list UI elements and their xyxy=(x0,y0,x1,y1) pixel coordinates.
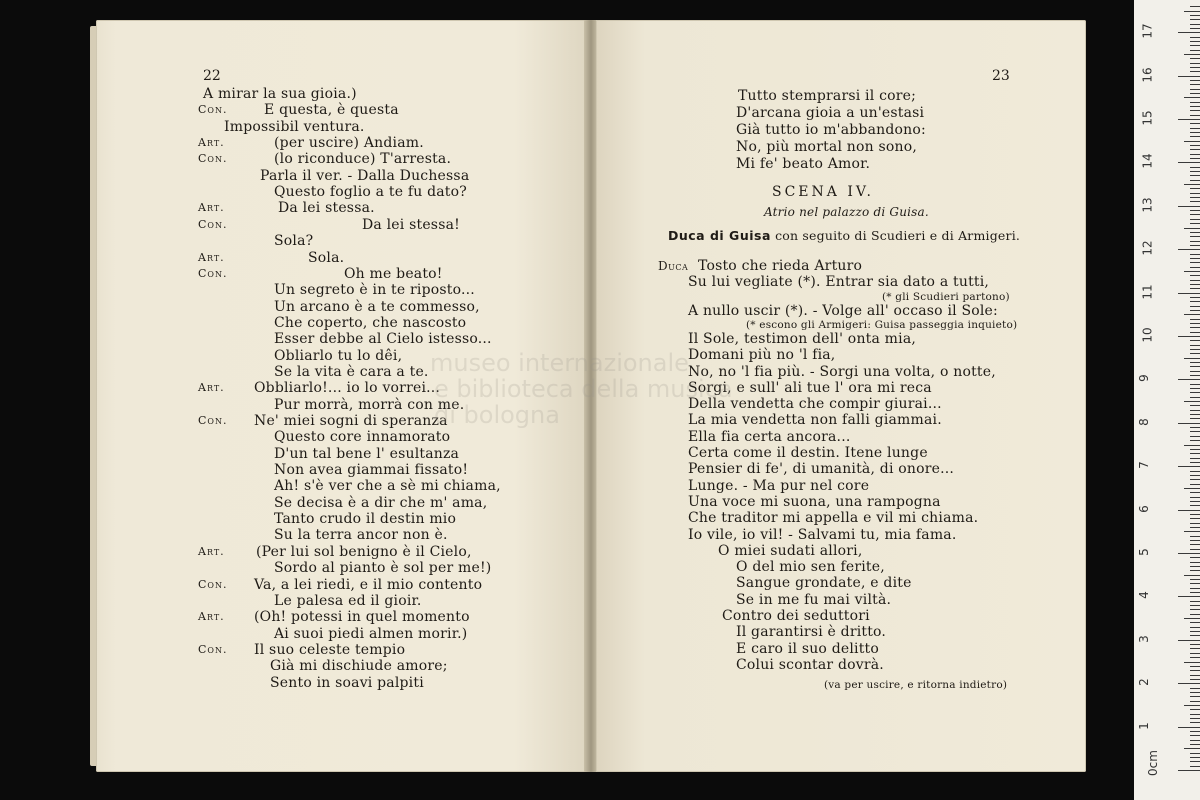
verse-line: Se in me fu mai viltà. xyxy=(736,591,892,608)
ruler-tick xyxy=(1190,431,1200,432)
ruler-tick xyxy=(1190,397,1200,398)
ruler-label: 16 xyxy=(1140,66,1155,83)
ruler-tick xyxy=(1190,657,1200,658)
ruler-tick xyxy=(1190,58,1200,59)
ruler-tick xyxy=(1190,588,1200,589)
ruler-tick xyxy=(1190,544,1200,545)
verse-line: Pensier di fe', di umanità, di onore... xyxy=(688,461,955,478)
ruler-tick xyxy=(1190,388,1200,389)
verse-line: Sola. xyxy=(308,249,345,266)
ruler-label: 2 xyxy=(1136,678,1151,687)
cast-name: Duca di Guisa xyxy=(668,228,771,243)
ruler-tick xyxy=(1190,366,1200,367)
ruler-tick xyxy=(1190,254,1200,255)
ruler-tick xyxy=(1190,761,1200,762)
ruler-tick xyxy=(1190,709,1200,710)
verse-line: Ah! s'è ver che a sè mi chiama, xyxy=(274,478,501,495)
ruler-tick xyxy=(1190,93,1200,94)
ruler-tick xyxy=(1184,314,1200,315)
speaker-label: Con. xyxy=(198,217,228,231)
ruler-tick xyxy=(1190,241,1200,242)
ruler-tick xyxy=(1190,731,1200,732)
ruler-tick xyxy=(1190,392,1200,393)
ruler-tick xyxy=(1190,644,1200,645)
ruler-tick xyxy=(1184,445,1200,446)
ruler-tick xyxy=(1184,184,1200,185)
ruler-tick xyxy=(1178,336,1200,337)
watermark xyxy=(430,350,733,428)
ruler-tick xyxy=(1190,188,1200,189)
ruler-tick xyxy=(1190,418,1200,419)
ruler-tick xyxy=(1190,549,1200,550)
ruler-tick xyxy=(1190,518,1200,519)
ruler-tick xyxy=(1184,401,1200,402)
ruler-tick xyxy=(1190,666,1200,667)
ruler-tick xyxy=(1178,727,1200,728)
page-number: 23 xyxy=(992,68,1010,84)
ruler-tick xyxy=(1190,288,1200,289)
ruler-tick xyxy=(1190,175,1200,176)
ruler-label: 9 xyxy=(1136,374,1151,383)
ruler-tick xyxy=(1184,97,1200,98)
verse-line: Oh me beato! xyxy=(344,265,443,282)
ruler-tick xyxy=(1190,605,1200,606)
ruler-tick xyxy=(1190,193,1200,194)
verse-line: Da lei stessa. xyxy=(278,200,375,217)
ruler-tick xyxy=(1190,475,1200,476)
verse-line: O del mio sen ferite, xyxy=(736,559,885,576)
ruler-tick xyxy=(1190,631,1200,632)
verse-line: E questa, è questa xyxy=(264,102,399,119)
ruler-tick xyxy=(1190,670,1200,671)
ruler-tick xyxy=(1190,167,1200,168)
ruler-tick xyxy=(1190,497,1200,498)
ruler-tick xyxy=(1190,136,1200,137)
ruler-tick xyxy=(1184,11,1200,12)
verse-line: Colui scontar dovrà. xyxy=(736,656,884,673)
ruler-tick xyxy=(1190,262,1200,263)
ruler-tick xyxy=(1190,50,1200,51)
verse-line: A nullo uscir (*). - Volge all' occaso il Sole: xyxy=(688,302,998,319)
speaker-label: Art. xyxy=(198,250,225,264)
verse-line: Questo foglio a te fu dato? xyxy=(274,184,467,201)
ruler-tick xyxy=(1190,214,1200,215)
ruler-tick xyxy=(1190,301,1200,302)
ruler-tick xyxy=(1190,410,1200,411)
ruler-tick xyxy=(1190,236,1200,237)
ruler-label: 1 xyxy=(1136,721,1151,730)
ruler-tick xyxy=(1190,688,1200,689)
verse-line: Questo core innamorato xyxy=(274,429,451,446)
ruler-tick xyxy=(1190,440,1200,441)
ruler-tick xyxy=(1190,145,1200,146)
ruler-tick xyxy=(1190,622,1200,623)
ruler-tick xyxy=(1190,375,1200,376)
ruler-tick xyxy=(1190,484,1200,485)
ruler-tick xyxy=(1190,232,1200,233)
ruler-tick xyxy=(1190,128,1200,129)
ruler-tick xyxy=(1190,45,1200,46)
watermark-line: e biblioteca della musica xyxy=(434,375,733,403)
ruler-tick xyxy=(1190,149,1200,150)
ruler-tick xyxy=(1184,271,1200,272)
ruler-tick xyxy=(1190,453,1200,454)
verse-line: Su la terra ancor non è. xyxy=(274,527,448,544)
ruler-tick xyxy=(1190,219,1200,220)
speaker-label: Con. xyxy=(198,642,228,656)
ruler-tick xyxy=(1190,267,1200,268)
verse-line: Se decisa è a dir che m' ama, xyxy=(274,494,488,511)
speaker-label: Con. xyxy=(198,103,228,117)
stage-direction: (* escono gli Armigeri: Guisa passeggia inquieto) xyxy=(746,318,1018,331)
ruler-tick xyxy=(1190,327,1200,328)
ruler-tick xyxy=(1190,353,1200,354)
ruler-tick xyxy=(1190,19,1200,20)
ruler-tick xyxy=(1190,197,1200,198)
ruler-tick xyxy=(1178,596,1200,597)
ruler-tick xyxy=(1190,340,1200,341)
ruler-tick xyxy=(1184,228,1200,229)
ruler-tick xyxy=(1190,414,1200,415)
ruler-tick xyxy=(1190,718,1200,719)
ruler-tick xyxy=(1190,479,1200,480)
ruler-tick xyxy=(1190,384,1200,385)
ruler-tick xyxy=(1178,293,1200,294)
verse-line: Impossibil ventura. xyxy=(224,118,365,135)
ruler-tick xyxy=(1190,753,1200,754)
ruler-tick xyxy=(1190,566,1200,567)
verse-line: Obliarlo tu lo dêi, xyxy=(274,347,403,364)
ruler-tick xyxy=(1178,206,1200,207)
ruler-tick xyxy=(1190,627,1200,628)
ruler-tick xyxy=(1178,770,1200,771)
verse-line: O miei sudati allori, xyxy=(718,542,863,559)
ruler-tick xyxy=(1190,319,1200,320)
verse-line: No, più mortal non sono, xyxy=(736,139,918,155)
verse-line: Le palesa ed il gioir. xyxy=(274,592,422,609)
ruler-tick xyxy=(1190,180,1200,181)
ruler-tick xyxy=(1190,28,1200,29)
verse-line: Un arcano è a te commesso, xyxy=(274,298,480,315)
ruler-tick xyxy=(1190,592,1200,593)
ruler-tick xyxy=(1190,579,1200,580)
ruler-tick xyxy=(1190,201,1200,202)
ruler-tick xyxy=(1178,423,1200,424)
ruler-tick xyxy=(1190,523,1200,524)
ruler-tick xyxy=(1190,132,1200,133)
speaker-label: Con. xyxy=(198,152,228,166)
verse-line: Ai suoi piedi almen morir.) xyxy=(274,625,468,642)
ruler-tick xyxy=(1190,37,1200,38)
ruler-tick xyxy=(1184,358,1200,359)
ruler-label: 3 xyxy=(1136,634,1151,643)
verse-line: Sangue grondate, e dite xyxy=(736,575,912,592)
verse-line: Una voce mi suona, una rampogna xyxy=(688,493,941,510)
ruler-tick xyxy=(1190,540,1200,541)
verse-line: D'un tal bene l' esultanza xyxy=(274,445,460,462)
verse-line: Già mi dischiude amore; xyxy=(270,658,448,675)
ruler-tick xyxy=(1184,531,1200,532)
speaker-label: Con. xyxy=(198,577,228,591)
scene-title: SCENA IV. xyxy=(772,184,874,200)
ruler-tick xyxy=(1190,41,1200,42)
ruler-tick xyxy=(1178,32,1200,33)
ruler-tick xyxy=(1190,106,1200,107)
ruler-tick xyxy=(1178,76,1200,77)
ruler-tick xyxy=(1190,570,1200,571)
ruler-tick xyxy=(1190,601,1200,602)
ruler-tick xyxy=(1190,675,1200,676)
ruler-tick xyxy=(1190,458,1200,459)
ruler-tick xyxy=(1190,345,1200,346)
ruler-tick xyxy=(1190,67,1200,68)
verse-line: Un segreto è in te riposto... xyxy=(274,282,475,299)
ruler-tick xyxy=(1190,306,1200,307)
ruler-tick xyxy=(1184,141,1200,142)
ruler-tick xyxy=(1178,379,1200,380)
ruler-tick xyxy=(1178,466,1200,467)
verse-line: Contro dei seduttori xyxy=(722,608,870,624)
ruler-tick xyxy=(1190,405,1200,406)
verse-line: Pur morrà, morrà con me. xyxy=(274,396,465,413)
verse-line: Che coperto, che nascosto xyxy=(274,314,467,331)
ruler-tick xyxy=(1190,757,1200,758)
ruler-label: 12 xyxy=(1140,240,1155,256)
ruler-tick xyxy=(1184,618,1200,619)
ruler-tick xyxy=(1190,696,1200,697)
ruler-tick xyxy=(1190,501,1200,502)
verse-line: E caro il suo delitto xyxy=(736,640,879,657)
verse-line: Lunge. - Ma pur nel core xyxy=(688,477,870,494)
ruler-label: 15 xyxy=(1140,110,1155,126)
ruler-tick xyxy=(1190,766,1200,767)
ruler-tick xyxy=(1190,310,1200,311)
verse-line: Esser debbe al Cielo istesso... xyxy=(274,331,492,348)
verse-line: Su lui vegliate (*). Entrar sia dato a tutti, xyxy=(688,274,990,291)
ruler-tick xyxy=(1190,536,1200,537)
ruler-tick xyxy=(1190,258,1200,259)
ruler-tick xyxy=(1190,123,1200,124)
ruler-tick xyxy=(1190,89,1200,90)
verse-line: Sorgi, e sull' ali tue l' ora mi reca xyxy=(688,379,932,396)
ruler-label: 0cm xyxy=(1145,750,1160,776)
ruler-tick xyxy=(1190,371,1200,372)
verse-line: No, no 'l fia più. - Sorgi una volta, o notte, xyxy=(688,363,996,380)
ruler-tick xyxy=(1190,275,1200,276)
ruler-label: 13 xyxy=(1140,197,1155,213)
speaker-label: Art. xyxy=(198,136,225,150)
ruler-tick xyxy=(1190,210,1200,211)
ruler-tick xyxy=(1190,701,1200,702)
ruler-tick xyxy=(1190,679,1200,680)
verse-line: Ella fia certa ancora... xyxy=(688,428,851,445)
verse-line: Tutto stemprarsi il core; xyxy=(738,88,917,104)
ruler-tick xyxy=(1190,436,1200,437)
speaker-label: Art. xyxy=(198,381,225,395)
verse-line: Mi fe' beato Amor. xyxy=(736,156,871,172)
verse-line: Che traditor mi appella e vil mi chiama. xyxy=(688,510,979,527)
ruler-tick xyxy=(1190,15,1200,16)
ruler-tick xyxy=(1190,722,1200,723)
ruler-tick xyxy=(1178,162,1200,163)
cast-description: con seguito di Scudieri e di Armigeri. xyxy=(775,228,1021,243)
ruler-tick xyxy=(1184,54,1200,55)
ruler-label: 6 xyxy=(1136,504,1151,513)
ruler-tick xyxy=(1190,245,1200,246)
ruler-tick xyxy=(1190,171,1200,172)
ruler-tick xyxy=(1190,648,1200,649)
verse-line: Sento in soavi palpiti xyxy=(270,674,424,691)
ruler-tick xyxy=(1190,6,1200,7)
ruler-label: 7 xyxy=(1136,461,1151,470)
verse-line: Tosto che rieda Arturo xyxy=(698,258,863,274)
scene-cast xyxy=(668,228,1020,244)
scene-setting: Atrio nel palazzo di Guisa. xyxy=(764,205,929,219)
speaker-label: Duca xyxy=(658,259,689,273)
verse-line: Sola? xyxy=(274,233,314,250)
ruler-tick xyxy=(1190,427,1200,428)
ruler-tick xyxy=(1190,735,1200,736)
ruler-tick xyxy=(1190,349,1200,350)
ruler-tick xyxy=(1184,488,1200,489)
ruler-tick xyxy=(1190,505,1200,506)
ruler-tick xyxy=(1190,614,1200,615)
verse-line: Ne' miei sogni di speranza xyxy=(254,413,448,429)
ruler-tick xyxy=(1190,492,1200,493)
ruler-tick xyxy=(1190,115,1200,116)
speaker-label: Con. xyxy=(198,414,228,427)
stage-direction: (va per uscire, e ritorna indietro) xyxy=(824,679,1008,692)
ruler-tick xyxy=(1190,24,1200,25)
verse-line: Io vile, io vil! - Salvami tu, mia fama. xyxy=(688,526,957,543)
ruler-tick xyxy=(1190,284,1200,285)
verse-line: Il Sole, testimon dell' onta mia, xyxy=(688,330,917,347)
verse-line: Già tutto io m'abbandono: xyxy=(736,122,926,138)
page-number: 22 xyxy=(203,68,221,84)
ruler-tick xyxy=(1190,562,1200,563)
verse-line: A mirar la sua gioia.) xyxy=(203,86,357,102)
ruler-label: 4 xyxy=(1136,591,1151,600)
verse-line: Tanto crudo il destin mio xyxy=(274,511,457,528)
ruler-tick xyxy=(1190,557,1200,558)
ruler-tick xyxy=(1184,575,1200,576)
ruler-tick xyxy=(1190,80,1200,81)
ruler-tick xyxy=(1190,714,1200,715)
verse-line: Certa come il destin. Itene lunge xyxy=(688,445,928,461)
ruler-tick xyxy=(1190,110,1200,111)
verse-line: Della vendetta che compir giurai... xyxy=(688,396,942,413)
speaker-label: Con. xyxy=(198,266,228,280)
ruler-tick xyxy=(1190,158,1200,159)
ruler-tick xyxy=(1190,71,1200,72)
verse-line: Va, a lei riedi, e il mio contento xyxy=(254,576,483,593)
ruler-tick xyxy=(1190,323,1200,324)
verse-line: Il suo celeste tempio xyxy=(254,641,406,658)
ruler-tick xyxy=(1190,744,1200,745)
ruler-label: 17 xyxy=(1140,23,1155,39)
ruler-tick xyxy=(1190,332,1200,333)
ruler-tick xyxy=(1190,583,1200,584)
verse-line: Parla il ver. - Dalla Duchessa xyxy=(260,167,470,184)
ruler-tick xyxy=(1178,249,1200,250)
speaker-label: Art. xyxy=(198,544,225,558)
ruler-label: 8 xyxy=(1136,417,1151,426)
ruler-tick xyxy=(1190,635,1200,636)
verse-line: Sordo al pianto è sol per me!) xyxy=(274,560,492,577)
ruler-tick xyxy=(1178,683,1200,684)
ruler-label: 5 xyxy=(1136,548,1151,556)
ruler-tick xyxy=(1190,280,1200,281)
ruler-tick xyxy=(1190,527,1200,528)
ruler-tick xyxy=(1190,362,1200,363)
ruler-tick xyxy=(1190,63,1200,64)
verse-line: Da lei stessa! xyxy=(362,216,460,233)
ruler-tick xyxy=(1178,119,1200,120)
ruler-tick xyxy=(1190,740,1200,741)
verse-line: La mia vendetta non falli giammai. xyxy=(688,412,942,429)
ruler-tick xyxy=(1190,462,1200,463)
ruler-tick xyxy=(1190,653,1200,654)
ruler-tick xyxy=(1184,748,1200,749)
verse-line: Domani più no 'l fia, xyxy=(688,347,836,364)
ruler-tick xyxy=(1190,609,1200,610)
verse-line: (per uscire) Andiam. xyxy=(274,135,424,152)
ruler-label: 14 xyxy=(1140,153,1155,170)
ruler-tick xyxy=(1190,102,1200,103)
ruler-tick xyxy=(1190,449,1200,450)
speaker-label: Art. xyxy=(198,201,225,215)
ruler-tick xyxy=(1178,640,1200,641)
measuring-ruler xyxy=(1134,0,1200,800)
ruler-tick xyxy=(1190,154,1200,155)
verse-line: (Oh! potessi in quel momento xyxy=(254,609,470,626)
verse-line: Non avea giammai fissato! xyxy=(274,462,469,479)
watermark-line: di bologna xyxy=(434,401,560,429)
ruler-label: 11 xyxy=(1140,283,1155,300)
ruler-tick xyxy=(1190,297,1200,298)
speaker-label: Art. xyxy=(198,610,225,624)
ruler-tick xyxy=(1190,471,1200,472)
verse-line: Il garantirsi è dritto. xyxy=(736,624,887,641)
ruler-label: 10 xyxy=(1140,327,1155,343)
ruler-tick xyxy=(1184,662,1200,663)
ruler-tick xyxy=(1178,553,1200,554)
stage-direction: (* gli Scudieri partono) xyxy=(882,290,1010,303)
ruler-tick xyxy=(1190,514,1200,515)
watermark-line: museo internazionale xyxy=(430,349,689,377)
verse-line: Se la vita è cara a te. xyxy=(274,363,429,380)
ruler-tick xyxy=(1178,510,1200,511)
ruler-tick xyxy=(1184,705,1200,706)
ruler-tick xyxy=(1190,223,1200,224)
verse-line: D'arcana gioia a un'estasi xyxy=(736,105,925,121)
verse-line: (Per lui sol benigno è il Cielo, xyxy=(256,543,472,560)
verse-line: (lo riconduce) T'arresta. xyxy=(274,151,452,168)
ruler-tick xyxy=(1190,692,1200,693)
verse-line: Obbliarlo!... io lo vorrei... xyxy=(254,380,441,397)
ruler-tick xyxy=(1190,84,1200,85)
